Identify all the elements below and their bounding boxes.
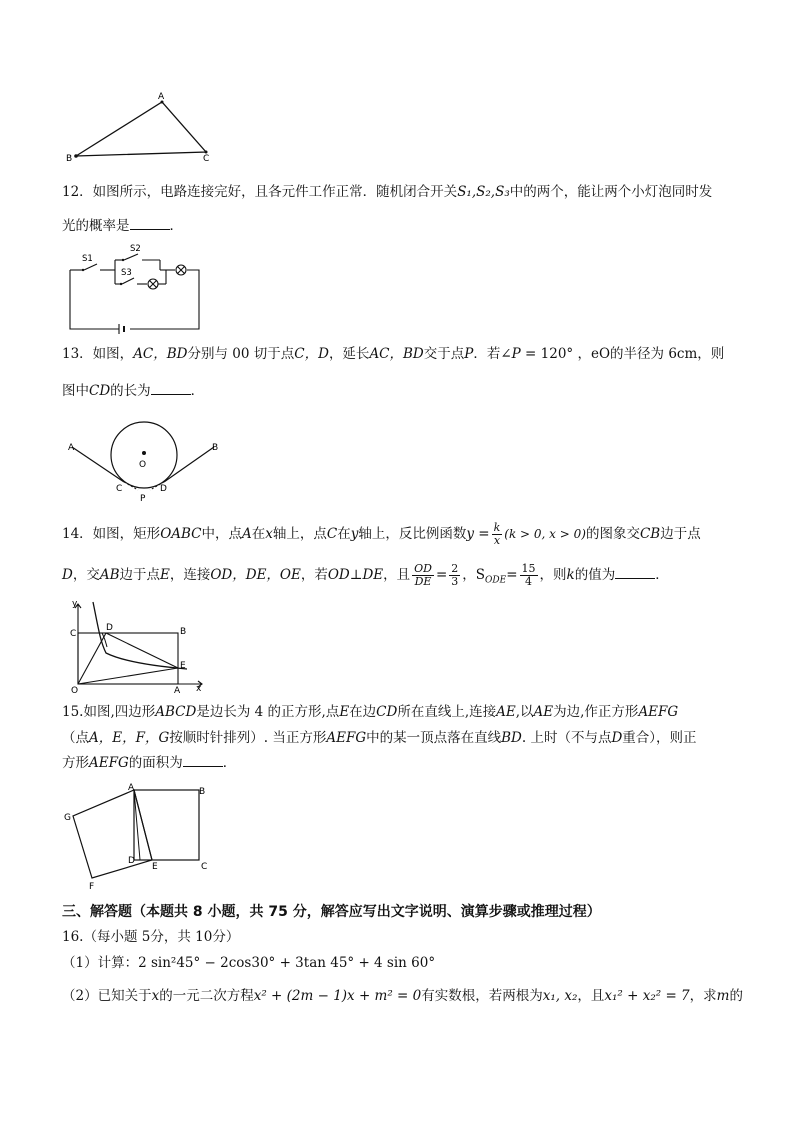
label-D: D [106,623,113,633]
label-A: A [68,443,75,453]
label-C: C [203,154,210,164]
q15-line2: （点A，E，F，G按顺时针排列）. 当正方形AEFG中的某一顶点落在直线BD. 上时（不与点D重合），则正 [62,730,697,746]
label-x: x [196,684,202,694]
label-D: D [128,856,135,866]
q15-line1: 15.如图,四边形ABCD是边长为 4 的正方形,点E在边CD所在直线上,连接AE,以AE为边,作正方形AEFG [62,704,679,720]
q16-head: 16.（每小题 5分，共 10分） [62,929,240,945]
label-C: C [116,484,123,494]
q13-line2: 图中CD的长为 ． [62,383,205,399]
label-O: O [71,686,79,696]
section-three-title: 三、解答题（本题共 8 小题，共 75 分，解答应写出文字说明、演算步骤或推理过程） [62,904,601,920]
triangle-figure [62,88,222,166]
label-y: y [72,599,78,609]
label-G: G [64,813,71,823]
circuit-figure [62,240,207,335]
q15-line3: 方形AEFG的面积为 ． [62,755,237,771]
label-B: B [212,443,219,453]
q16-part1: （1）计算：2 sin²45° − 2cos30° + 3tan 45° + 4 sin 60° [62,955,436,971]
label-B: B [199,787,206,797]
label-C: C [70,629,77,639]
answer-blank[interactable] [183,754,223,767]
label-B: B [66,154,73,164]
answer-blank[interactable] [615,566,655,579]
label-S2: S2 [130,244,141,254]
q14-line2: D，交AB边于点E，连接OD，DE，OE，若OD⊥DE，且 $\frac{OD}{DE}$ = $\frac{2}{3}$ ，$S_{ODE}=$ $\frac{15}{4}$ ，则k的值为 ． [62,562,669,588]
hyperbola-rectangle-figure [62,596,222,696]
q12-line1: 12．如图所示，电路连接完好，且各元件工作正常．随机闭合开关S₁,S₂,S₃中的两个，能让两个小灯泡同时发 [62,184,713,200]
squares-figure [62,780,222,895]
label-O: O [139,460,147,470]
answer-blank[interactable] [151,382,191,395]
label-S1: S1 [82,254,93,264]
label-C: C [201,862,208,872]
label-A: A [158,92,165,102]
label-P: P [140,494,146,504]
label-D: D [160,484,167,494]
q16-part2: （2）已知关于x的一元二次方程x² + (2m − 1)x + m² = 0有实数根，若两根为x₁, x₂，且x₁² + x₂² = 7，求m的 [62,988,743,1004]
label-A: A [128,783,135,793]
label-F: F [89,882,95,892]
label-E: E [152,862,158,872]
answer-blank[interactable] [130,217,170,230]
label-B: B [180,627,187,637]
q12-line2: 光的概率是 ． [62,218,183,234]
circle-tangent-figure [62,415,232,505]
label-S3: S3 [121,268,132,278]
label-A: A [174,686,181,696]
label-E: E [180,661,186,671]
q13-line1: 13．如图，AC，BD分别与 00 切于点C，D，延长AC，BD交于点P．若∠P = 120° ，eO的半径为 6cm，则 [62,346,725,362]
q14-line1: 14．如图，矩形OABC中，点A在x轴上，点C在y轴上，反比例函数y = $\frac{k}{x}$ (k > 0, x > 0)的图象交CB边于点 [62,521,701,547]
